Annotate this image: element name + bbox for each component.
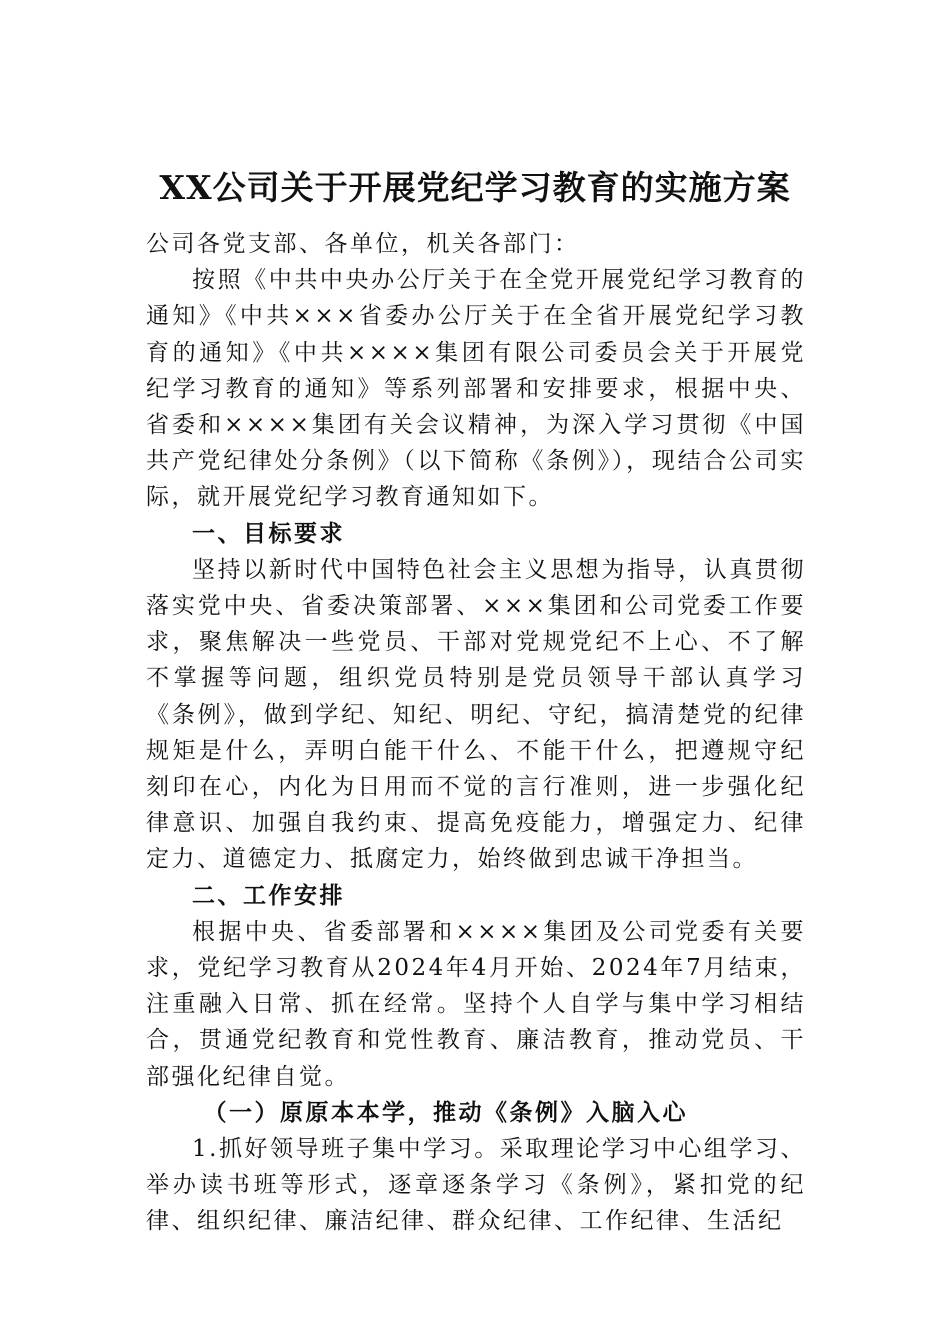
section-body-arrangements: 根据中央、省委部署和××××集团及公司党委有关要求，党纪学习教育从2024年4月开始、2024年7月结束，注重融入日常、抓在经常。坚持个人自学与集中学习相结合，贯通党纪教育和党性教育、廉洁教育，推动党员、干部强化纪律自觉。 bbox=[146, 918, 806, 1090]
item-paragraph-1: 1.抓好领导班子集中学习。采取理论学习中心组学习、举办读书班等形式，逐章逐条学习《条例》，紧扣党的纪律、组织纪律、廉洁纪律、群众纪律、工作纪律、生活纪 bbox=[146, 1136, 806, 1235]
section-body-goals: 坚持以新时代中国特色社会主义思想为指导，认真贯彻落实党中央、省委决策部署、×××集团和公司党委工作要求，聚焦解决一些党员、干部对党规党纪不上心、不了解不掌握等问题，组织党员特别是党员领导干部认真学习《条例》，做到学纪、知纪、明纪、守纪，搞清楚党的纪律规矩是什么，弄明白能干什么、不能干什么，把遵规守纪刻印在心，内化为日用而不觉的言行准则，进一步强化纪律意识、加强自我约束、提高免疫能力，增强定力、纪律定力、道德定力、抵腐定力，始终做到忠诚干净担当。 bbox=[146, 556, 806, 873]
document-title: XX公司关于开展党纪学习教育的实施方案 bbox=[159, 168, 791, 207]
section-heading-goals: 一、目标要求 bbox=[192, 519, 345, 547]
document-body bbox=[146, 226, 806, 1240]
section-heading-arrangements: 二、工作安排 bbox=[192, 881, 345, 909]
salutation: 公司各党支部、各单位，机关各部门： bbox=[146, 231, 580, 257]
subsection-heading-study: （一）原原本本学，推动《条例》入脑入心 bbox=[203, 1098, 688, 1126]
intro-paragraph: 按照《中共中央办公厅关于在全党开展党纪学习教育的通知》《中共×××省委办公厅关于在全省开展党纪学习教育的通知》《中共××××集团有限公司委员会关于开展党纪学习教育的通知》等系列部署和安排要求，根据中央、省委和××××集团有关会议精神，为深入学习贯彻《中国共产党纪律处分条例》（以下简称《条例》），现结合公司实际，就开展党纪学习教育通知如下。 bbox=[146, 267, 806, 511]
